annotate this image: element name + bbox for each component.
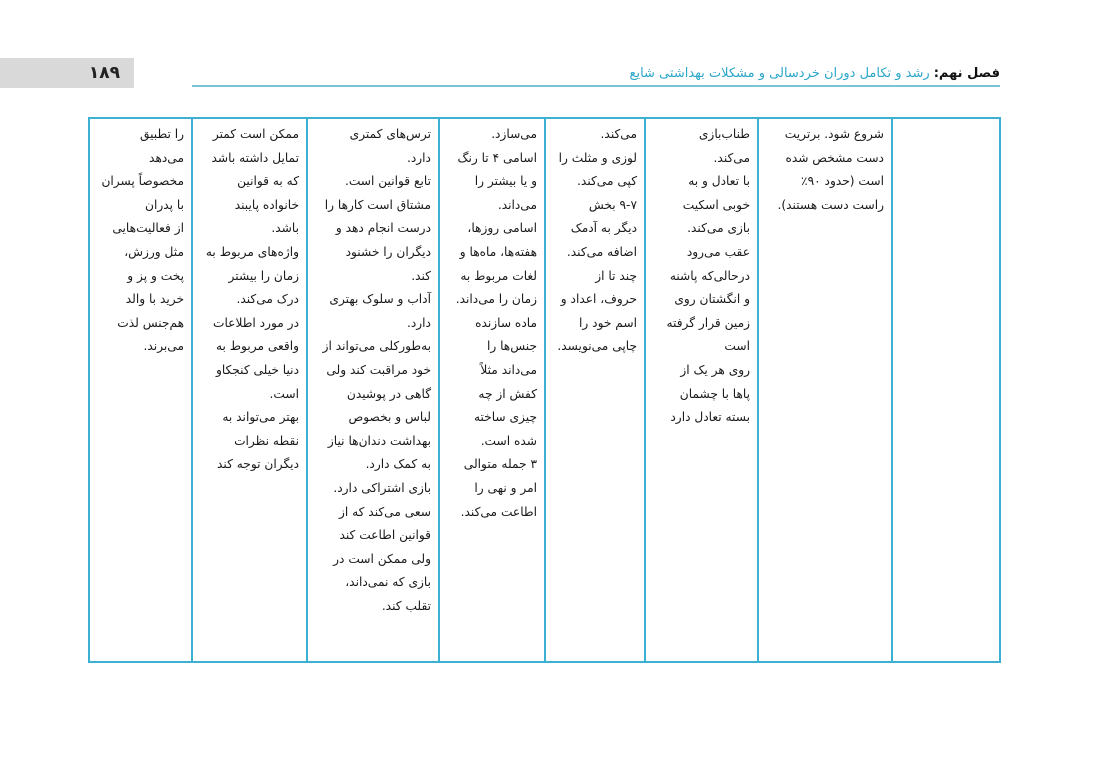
cell-text-line: قوانین اطاعت کند <box>339 528 431 543</box>
table-cell-col-4 <box>545 118 645 662</box>
table-cell-col-1 <box>892 118 1000 662</box>
cell-text-line: راست دست هستند). <box>777 197 884 212</box>
cell-text-line: امر و نهی را <box>474 480 537 495</box>
cell-text-line: است. <box>269 386 299 401</box>
cell-text-line: درست انجام دهد و <box>335 221 431 236</box>
cell-text-line: طناب‌بازی <box>698 127 750 141</box>
cell-text-line: بهتر می‌تواند به <box>222 410 299 425</box>
cell-text-line: دست مشخص شده <box>785 150 884 165</box>
cell-text-line: کند. <box>411 268 431 283</box>
cell-text-line: نقطه نظرات <box>234 433 299 448</box>
cell-text-line: بازی اشتراکی دارد. <box>333 480 431 495</box>
cell-text-line: می‌کند. <box>600 127 637 141</box>
cell-text-line: و یا بیشتر را <box>474 174 537 189</box>
cell-text-line: زمان را می‌داند. <box>455 292 537 307</box>
cell-text-line: لوزی و مثلث را <box>558 150 637 165</box>
cell-text-line: تمایل داشته باشد <box>211 150 299 165</box>
cell-text-line: با تعادل و به <box>688 174 750 189</box>
cell-text-line: واژه‌های مربوط به <box>205 244 299 259</box>
cell-text-line: درحالی‌که پاشنه <box>669 268 750 283</box>
cell-text-line: از فعالیت‌هایی <box>112 221 184 236</box>
cell-text-line: دنیا خیلی کنجکاو <box>215 362 299 377</box>
cell-text-line: اطاعت می‌کند. <box>460 504 537 519</box>
cell-text-line: هم‌جنس لذت <box>117 315 184 330</box>
cell-text-line: می‌کند. <box>713 150 750 165</box>
table-cell-col-3 <box>645 118 758 662</box>
cell-text-line: گاهی در پوشیدن <box>346 386 431 401</box>
cell-text-line: هفته‌ها، ماه‌ها و <box>459 244 537 259</box>
chapter-header <box>192 62 1000 84</box>
cell-text-line: ۳ جمله متوالی <box>463 457 537 472</box>
cell-text-line: مشتاق است کارها را <box>324 197 431 212</box>
cell-text-line: باشد. <box>271 221 299 236</box>
cell-text-line: ترس‌های کمتری <box>349 127 431 141</box>
cell-text-line: بازی می‌کند. <box>687 221 750 236</box>
cell-text-line: آداب و سلوک بهتری <box>329 292 431 307</box>
cell-text-line: جنس‌ها را <box>486 339 537 354</box>
cell-text-line: زمان را بیشتر <box>228 268 299 283</box>
cell-text-line: لغات مربوط به <box>460 268 537 283</box>
cell-text-line: پاها با چشمان <box>679 386 750 401</box>
cell-text-line: ولی ممکن است در <box>333 551 431 566</box>
cell-text-line: دارد. <box>406 315 431 330</box>
cell-text-line: تقلب کند. <box>381 598 431 613</box>
cell-text-line: دیگران را خشنود <box>345 244 431 259</box>
cell-text-line: در مورد اطلاعات <box>212 315 299 330</box>
cell-text-line: کپی می‌کند. <box>577 174 637 189</box>
cell-text-line: زمین قرار گرفته <box>666 315 750 330</box>
cell-text-line: درک می‌کند. <box>236 292 299 307</box>
cell-text-line: خانواده پایبند <box>234 197 299 212</box>
cell-text-line: و انگشتان روی <box>674 292 750 307</box>
cell-text-line: ماده سازنده <box>475 315 537 330</box>
cell-text-line: ممکن است کمتر <box>212 127 299 141</box>
table-row <box>89 118 1000 662</box>
cell-text-line: دارد. <box>406 150 431 165</box>
cell-text-line: خوبی اسکیت <box>682 197 750 212</box>
header-divider <box>192 85 1000 87</box>
table-cell-col-8 <box>89 118 192 662</box>
cell-text-line: تابع قوانین است. <box>344 174 431 189</box>
cell-text-line: مثل ورزش، <box>124 244 184 259</box>
table-cell-col-6 <box>307 118 439 662</box>
cell-text-line: کفش از چه <box>478 386 537 401</box>
cell-text-line: با پدران <box>145 197 184 212</box>
cell-text-line: بسته تعادل دارد <box>670 410 750 425</box>
cell-text-line: است (حدود ۹۰٪ <box>801 174 884 189</box>
cell-text-line: می‌سازد. <box>491 127 537 141</box>
cell-text-line: چاپی می‌نویسد. <box>557 339 637 354</box>
cell-text-line: بهداشت دندان‌ها نیاز <box>327 433 431 448</box>
cell-text-line: چند تا از <box>595 268 637 283</box>
cell-text-line: روی هر یک از <box>680 362 750 377</box>
cell-text-line: عقب می‌رود <box>686 244 750 259</box>
cell-text-line: اسامی روزها، <box>467 221 537 236</box>
cell-text-line: خرید با والد <box>125 292 184 307</box>
cell-text-line: دیگر به آدمک <box>570 221 637 236</box>
cell-text-line: می‌داند. <box>497 197 537 212</box>
cell-text-line: دیگران توجه کند <box>217 457 299 472</box>
table-cell-col-7 <box>192 118 307 662</box>
cell-text-line: می‌برند. <box>143 339 184 354</box>
table-cell-col-2 <box>758 118 892 662</box>
cell-text-line: خود مراقبت کند ولی <box>326 362 431 377</box>
cell-text-line: ۹-۷ بخش <box>588 197 637 212</box>
page-number: ۱۸۹ <box>0 58 134 88</box>
cell-text-line: اضافه می‌کند. <box>566 244 637 259</box>
cell-text-line: می‌داند مثلاً <box>480 362 537 377</box>
cell-text-line: به کمک دارد. <box>365 457 431 472</box>
cell-text-line: مخصوصاً پسران <box>101 174 184 189</box>
cell-text-line: سعی می‌کند که از <box>338 504 431 519</box>
cell-text-line: لباس و بخصوص <box>348 410 431 425</box>
cell-text-line: می‌دهد <box>149 150 184 165</box>
cell-text-line: واقعی مربوط به <box>215 339 299 354</box>
table-cell-col-5 <box>439 118 545 662</box>
cell-text-line: بازی که نمی‌داند، <box>345 575 431 590</box>
cell-text-line: شروع شود. برتریت <box>784 127 884 141</box>
cell-text-line: پخت و پز و <box>127 268 184 283</box>
cell-text-line: که به قوانین <box>237 174 299 189</box>
chapter-title: رشد و تکامل دوران خردسالی و مشکلات بهداشتی شایع <box>629 65 930 81</box>
chapter-label: فصل نهم: <box>933 65 1000 81</box>
cell-text-line: است <box>724 339 750 354</box>
cell-text-line: اسامی ۴ تا رنگ <box>457 150 537 165</box>
cell-text-line: چیزی ساخته <box>473 410 537 425</box>
cell-text-line: به‌طورکلی می‌تواند از <box>322 339 431 354</box>
cell-text-line: شده است. <box>480 433 537 448</box>
cell-text-line: اسم خود را <box>579 315 637 330</box>
development-table <box>88 117 1001 663</box>
cell-text-line: حروف، اعداد و <box>560 292 637 307</box>
cell-text-line: را تطبیق <box>139 127 184 141</box>
